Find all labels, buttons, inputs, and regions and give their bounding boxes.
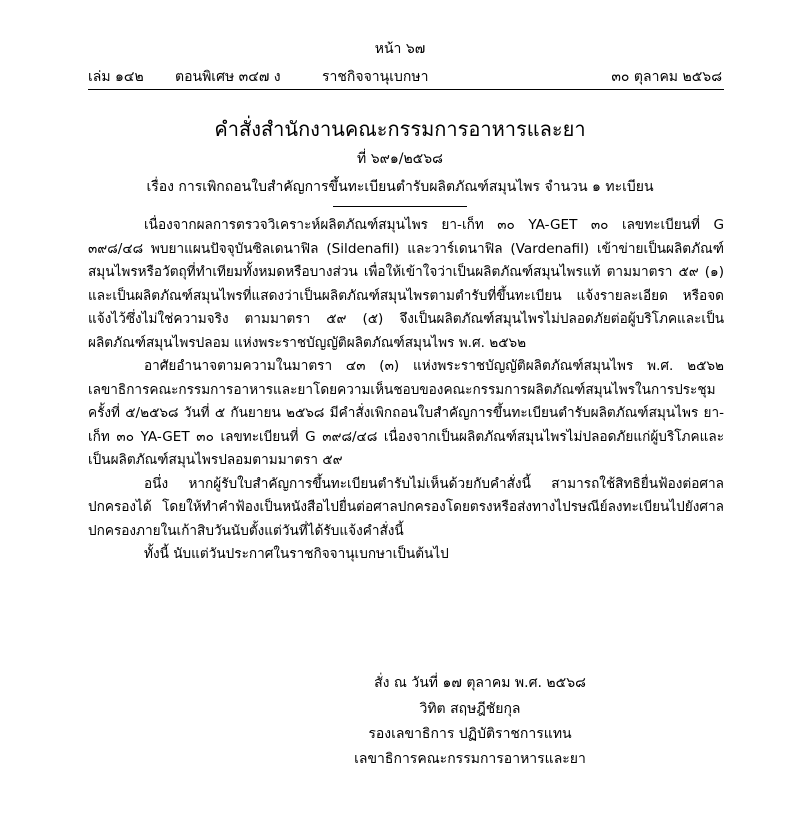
gazette-name: ราชกิจจานุเบกษา [322, 69, 429, 85]
paragraph-appeal: อนึ่ง หากผู้รับใบสำคัญการขึ้นทะเบียนตำรับไม่เห็นด้วยกับคำสั่งนี้ สามารถใช้สิทธิยื่นฟ้องต่อศาลปกครองได้ โดยให้ทำคำฟ้องเป็นหนังสือไปยื่นต่อศาลปกครองโดยตรงหรือส่งทางไปรษณีย์ลงทะเบียนไปยังศาลปกครองภายในเก้าสิบวันนับตั้งแต่วันที่ได้รับแจ้งคำสั่งนี้ [88, 475, 724, 539]
signatory-name: วิทิต สฤษฎีชัยกุล [419, 701, 521, 717]
document-title: คำสั่งสำนักงานคณะกรรมการอาหารและยา [214, 117, 586, 141]
order-date: สั่ง ณ วันที่ ๑๗ ตุลาคม พ.ศ. ๒๕๖๘ [374, 675, 586, 691]
paragraph-grounds: เนื่องจากผลการตรวจวิเคราะห์ผลิตภัณฑ์สมุนไพร ยา-เก็ท ๓๐ YA-GET ๓๐ เลขทะเบียนที่ G ๓๙๘/๔๘ พบยาแผนปัจจุบันซิลเดนาฟิล (Sildenafil) และวาร์เดนาฟิล (Vardenafil) เข้าข่ายเป็นผลิตภัณฑ์สมุนไพรหรือวัตถุที่ทำเทียมทั้งหมดหรือบางส่วน เพื่อให้เข้าใจว่าเป็นผลิตภัณฑ์สมุนไพรแท้ ตามมาตรา ๕๙ (๑) และเป็นผลิตภัณฑ์สมุนไพรที่แสดงว่าเป็นผลิตภัณฑ์สมุนไพรตามตำรับที่ขึ้นทะเบียน แจ้งรายละเอียด หรือจดแจ้งไว้ซึ่งไม่ใช่ความจริง ตามมาตรา ๕๙ (๕) จึงเป็นผลิตภัณฑ์สมุนไพรไม่ปลอดภัยต่อผู้บริโภคและเป็นผลิตภัณฑ์สมุนไพรปลอม แห่งพระราชบัญญัติผลิตภัณฑ์สมุนไพร พ.ศ. ๒๕๖๒ [88, 217, 724, 351]
page-number: หน้า ๖๗ [374, 41, 426, 57]
paragraph-authority: อาศัยอำนาจตามความในมาตรา ๔๓ (๓) แห่งพระราชบัญญัติผลิตภัณฑ์สมุนไพร พ.ศ. ๒๕๖๒ เลขาธิการคณะกรรมการอาหารและยาโดยความเห็นชอบของคณะกรรมการผลิตภัณฑ์สมุนไพรในการประชุมครั้งที่ ๕/๒๕๖๘ วันที่ ๕ กันยายน ๒๕๖๘ มีคำสั่งเพิกถอนใบสำคัญการขึ้นทะเบียนตำรับผลิตภัณฑ์สมุนไพร ยา-เก็ท ๓๐ YA-GET ๓๐ เลขทะเบียนที่ G ๓๙๘/๔๘ เนื่องจากเป็นผลิตภัณฑ์สมุนไพรไม่ปลอดภัยแก่ผู้บริโภคและเป็นผลิตภัณฑ์สมุนไพรปลอมตามมาตรา ๕๙ [88, 358, 724, 468]
gazette-date: ๓๐ ตุลาคม ๒๕๖๘ [611, 69, 722, 85]
signatory-position: รองเลขาธิการ ปฏิบัติราชการแทน [368, 726, 572, 742]
subject-line: เรื่อง การเพิกถอนใบสำคัญการขึ้นทะเบียนตำรับผลิตภัณฑ์สมุนไพร จำนวน ๑ ทะเบียน [146, 179, 654, 195]
document-body [88, 214, 724, 567]
paragraph-effective: ทั้งนี้ นับแต่วันประกาศในราชกิจจานุเบกษาเป็นต้นไป [144, 546, 449, 562]
order-number: ที่ ๖๙๑/๒๕๖๘ [357, 151, 443, 167]
volume-number: เล่ม ๑๔๒ [88, 69, 144, 85]
header-rule [88, 89, 724, 90]
issue-number: ตอนพิเศษ ๓๔๗ ง [175, 69, 281, 85]
signatory-office: เลขาธิการคณะกรรมการอาหารและยา [354, 751, 586, 767]
title-divider [333, 206, 467, 207]
